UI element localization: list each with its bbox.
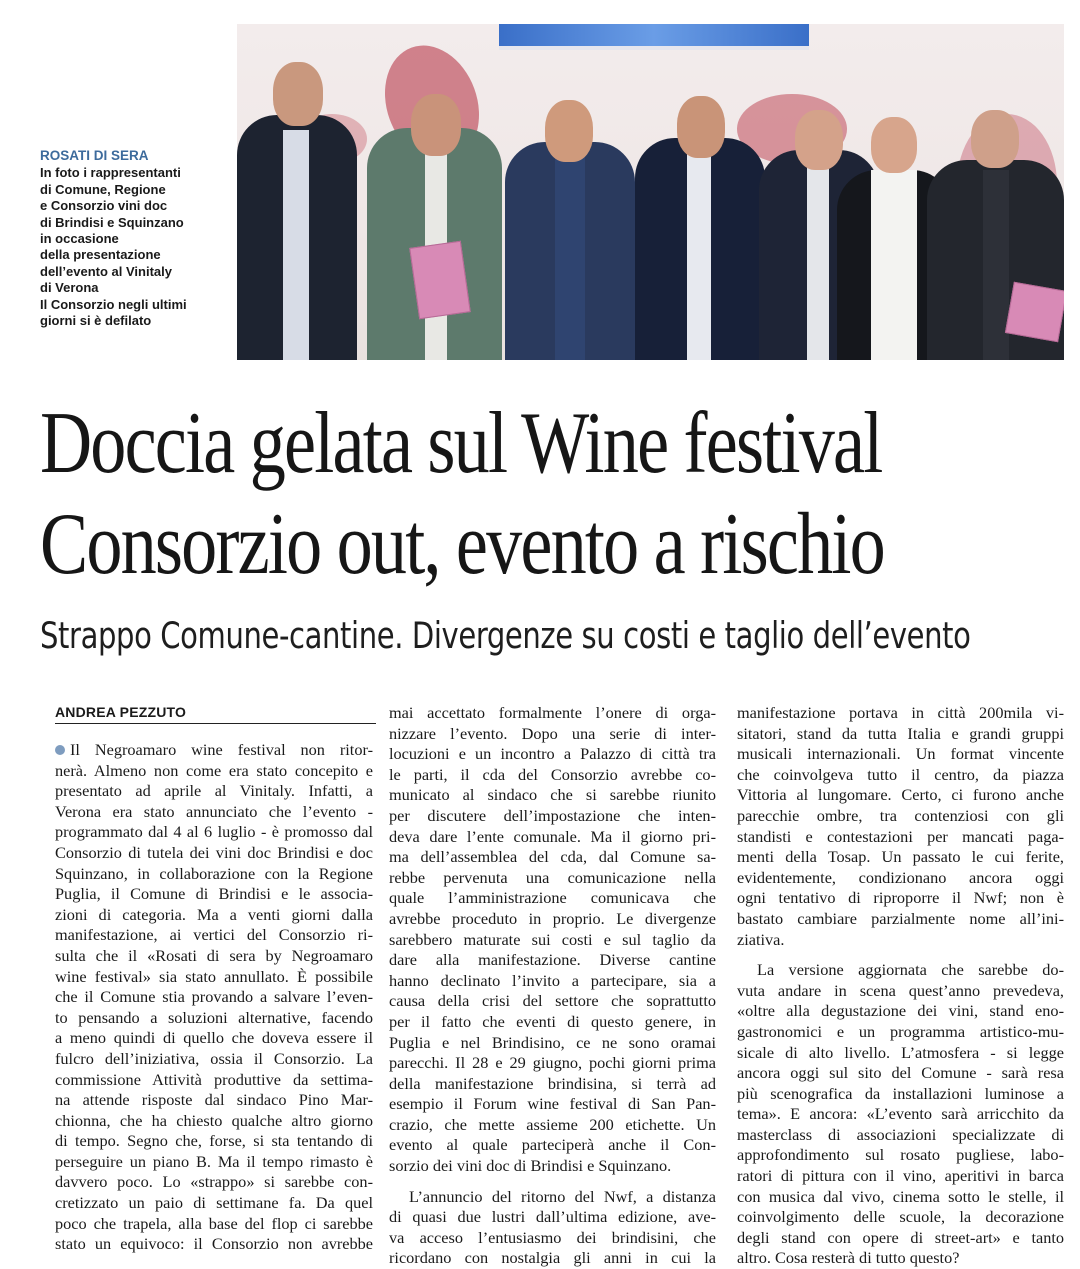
article-text-line: esempio il Forum wine festival di San Pan- [389,1094,716,1114]
article-text-line: che coinvolgeva tutto il centro, da piazza [737,764,1064,784]
article-text-line: le parti, il cda del Consorzio avrebbe co- [389,764,716,784]
headline [40,393,885,595]
photo-caption [40,148,230,329]
article-column-3 [737,703,1064,1269]
caption-line: In foto i rappresentanti [40,165,181,181]
article-text-line: avrebbe proceduto in proprio. Le divergenze [389,908,716,928]
article-text-line: poco che trapela, alla base del flop ci sarebbe [55,1213,373,1233]
article-text-line: approfondimento sul rosato pugliese, labo- [737,1145,1064,1165]
article-text-line: evidentemente, condizionano ancora oggi [737,867,1064,887]
article-text-line: manifestazione portava in città 200mila vi- [737,703,1064,722]
article-text-line: a meno quindi di quello che doveva essere il [55,1028,373,1048]
article-text-line: presentato ad aprile al Vinitaly. Infatti, a [55,781,373,801]
caption-line: della presentazione [40,247,161,263]
article-text-line: ma dell’assemblea del cda, dal Comune sa- [389,847,716,867]
article-text-line: vuta andare in scena quest’anno prevedeva, [737,980,1064,1000]
article-text-line: masterclass di associazioni specializzate di [737,1124,1064,1144]
article-text-line: coinvolgimento delle scuole, la decorazione [737,1207,1064,1227]
photo-folder [409,241,471,320]
caption-line: dell’evento al Vinitaly [40,263,172,279]
article-text-line: perseguire un piano B. Ma il tempo rimasto è [55,1151,373,1171]
byline-divider [55,723,376,724]
article-text-line: crazio, che mette assieme 200 etichette. Un [389,1114,716,1134]
article-text-line: di quasi due lustri dall’ultima edizione, ave- [389,1207,716,1227]
article-text-line: stato un equivoco: il Consorzio non avrebbe [55,1234,373,1254]
article-text-line: rebbe pervenuta una comunicazione nella [389,867,716,887]
caption-line: di Verona [40,280,99,296]
article-text-line: dare alla manifestazione. Diverse cantine [389,950,716,970]
article-text-line: Il Negroamaro wine festival non ritor- [70,740,373,759]
article-text-line: mai accettato formalmente l’onere di orga- [389,703,716,722]
article-column-2 [389,703,716,1269]
article-text-line: programmato dal 4 al 6 luglio - è promosso dal [55,822,373,842]
article-text-line: tema». E ancora: «L’evento sarà arricchito da [737,1104,1064,1124]
paragraph-bullet-icon [55,745,65,755]
article-text-line: quale l’amministrazione comunicava che [389,888,716,908]
article-text-line: sarebbero maturate sui costi e sul taglio da [389,929,716,949]
article-text-line: «oltre alla degustazione dei vini, stand eno- [737,1001,1064,1021]
article-text-line: ancora oggi sul sito del Comune - sarà resa [737,1063,1064,1083]
article-text-line: Puglia, il Comune di Brindisi e le associa- [55,884,373,904]
caption-line: giorni si è defilato [40,313,152,329]
article-column-1 [55,740,373,1255]
article-text-line: L’annuncio del ritorno del Nwf, a distanza [409,1186,716,1206]
article-text-line: causa della crisi del settore che soprattutto [389,991,716,1011]
byline: ANDREA PEZZUTO [55,704,187,720]
article-text-line: commissione Attività produttive da settima- [55,1069,373,1089]
caption-line: Il Consorzio negli ultimi [40,296,187,312]
article-text-line: chionna, che ha chiesto qualche altro giorno [55,1110,373,1130]
photo-person [635,60,765,360]
article-text-line: manifestazione, ai vertici del Consorzio ri- [55,925,373,945]
subheadline: Strappo Comune-cantine. Divergenze su costi e taglio dell’evento [40,614,971,657]
article-text-line: cretizzato un paio di settimane fa. Da quel [55,1193,373,1213]
article-text-line: gastronomici e un programma artistico-mu- [737,1021,1064,1041]
article-text-line: ratori di pittura con il vino, aperitivi in barca [737,1166,1064,1186]
photo-person [237,40,357,360]
article-text-line: più scenografica da installazioni luminose a [737,1083,1064,1103]
article-text-line: sorzio dei vini doc di Brindisi e Squinzano. [389,1156,672,1176]
article-text-line: sulta che il «Rosati di sera by Negroamaro [55,945,373,965]
article-text-line: Squinzano, in collaborazione con la Regione [55,863,373,883]
article-text-line: altro. Cosa resterà di tutto questo? [737,1248,960,1268]
article-text-line: va acceso l’entusiasmo dei brindisini, che [389,1227,716,1247]
article-text-line: per discutere dell’impostazione che inten- [389,805,716,825]
caption-kicker: ROSATI DI SERA [40,148,149,163]
article-text-line: zioni di categoria. Ma a venti giorni dalla [55,904,373,924]
article-photo [237,24,1064,360]
article-text-line: La versione aggiornata che sarebbe do- [757,960,1064,980]
article-text-line: davvero poco. Lo «strappo» si sarebbe con- [55,1172,373,1192]
caption-line: in occasione [40,231,119,247]
article-text-line: con musica dal vivo, cinema sotto le stelle, il [737,1186,1064,1206]
article-text-line: musicali internazionali. Un format vincente [737,744,1064,764]
article-text-line: menti della Tosap. Un passato le cui ferite, [737,847,1064,867]
article-text-line: evento al quale parteciperà anche il Con- [389,1135,716,1155]
article-text-line: ogni tentativo di riproporre il Nwf; non è [737,888,1064,908]
caption-line: di Comune, Regione [40,181,166,197]
article-text-line: Verona era stato annunciato che l’evento - [55,801,373,821]
article-text-line: parecchi. Il 28 e 29 giugno, pochi giorni prima [389,1053,716,1073]
article-text-line: di tempo. Segno che, forse, si sta tentando di [55,1131,373,1151]
stage-screen [499,24,809,50]
article-text-line: della manifestazione brindisina, si terrà ad [389,1073,716,1093]
article-text-line: hanno declinato l’invito a partecipare, sia a [389,970,716,990]
article-text-line: sicale di alto livello. L’atmosfera - si legge [737,1042,1064,1062]
article-text-line: degli stand con opere di street-art» e tanto [737,1227,1064,1247]
article-text-line: sitatori, stand da tutta Italia e grandi gruppi [737,723,1064,743]
article-text-line: bastato cambiare parzialmente nome all’ini- [737,908,1064,928]
caption-text [40,165,230,329]
article-text-line: ziativa. [737,929,785,949]
article-text-line: nizzare l’evento. Dopo una serie di inter- [389,723,716,743]
article-text-line: deva dare l’ente comunale. Ma il giorno pri- [389,826,716,846]
article-text-line: na attende risposte dal sindaco Pino Mar- [55,1090,373,1110]
photo-person [505,60,635,360]
photo-folder [1005,282,1064,343]
headline-line-2: Consorzio out, evento a rischio [40,496,884,593]
article-text-line: ricordano con nostalgia gli anni in cui la [389,1248,716,1268]
article-text-line: Vittoria al lungomare. Certo, ci furono anche [737,785,1064,805]
article-text-line: che il Comune stia provando a salvare l’even- [55,987,373,1007]
article-text-line: municato al sindaco che si sarebbe riunito [389,785,716,805]
article-text-line: nerà. Almeno non come era stato concepito e [55,760,373,780]
article-text-line: per il fatto che eventi di questo genere, in [389,1011,716,1031]
caption-line: e Consorzio vini doc [40,198,168,214]
article-text-line: parecchie ombre, tra contenziosi con gli [737,805,1064,825]
article-text-line: fulcro dell’iniziativa, ossia il Consorzio. La [55,1048,373,1068]
article-text-line: standisti e contestazioni per mancati paga- [737,826,1064,846]
article-text-line: locuzioni e un incontro a Palazzo di città tra [389,744,716,764]
article-text-line: to pensando a soluzioni alternative, facendo [55,1007,373,1027]
headline-line-1: Doccia gelata sul Wine festival [40,395,882,492]
article-text-line: wine festival» sia stato annullato. È possibile [55,966,373,986]
caption-line: di Brindisi e Squinzano [40,214,184,230]
article-text-line: Consorzio di tutela dei vini doc Brindisi e doc [55,842,373,862]
article-text-line: Puglia e nel Brindisino, ce ne sono oramai [389,1032,716,1052]
